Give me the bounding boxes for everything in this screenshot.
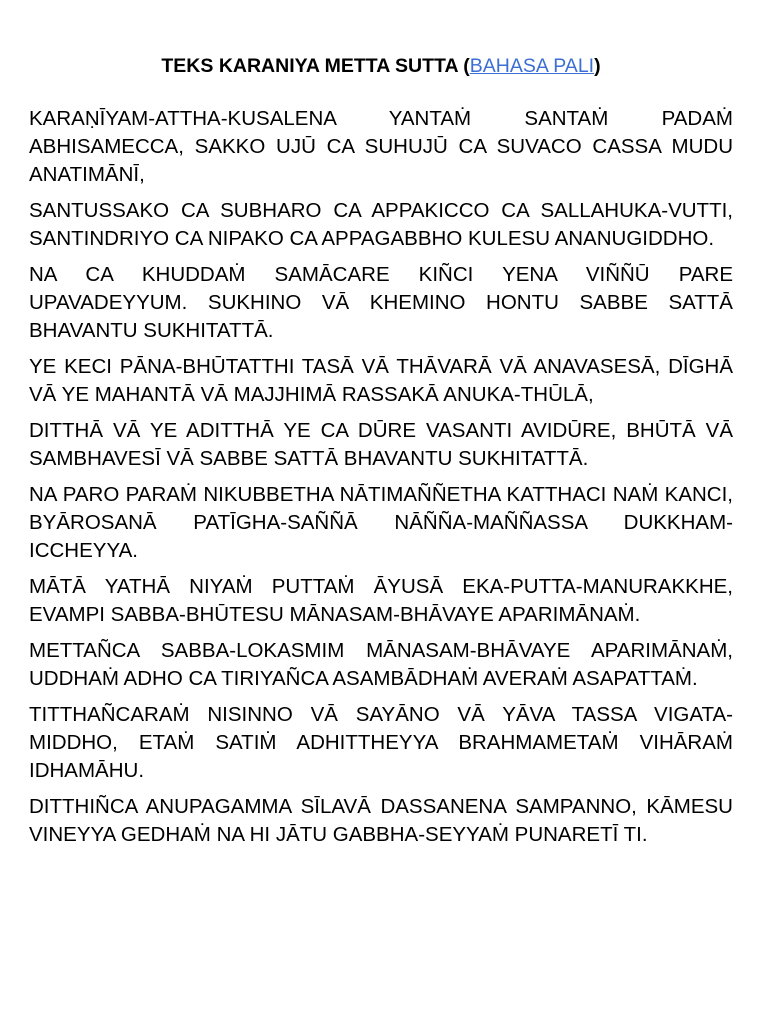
verse-paragraph: METTAÑCA SABBA-LOKASMIM MĀNASAM-BHĀVAYE APARIMĀNAṀ, UDDHAṀ ADHO CA TIRIYAÑCA ASAMBĀDHAṀ AVERAṀ ASAPATTAṀ. [29,639,733,690]
title-open-paren: ( [463,55,470,77]
verse-paragraph: MĀTĀ YATHĀ NIYAṀ PUTTAṀ ĀYUSĀ EKA-PUTTA-MANURAKKHE, EVAMPI SABBA-BHŪTESU MĀNASAM-BHĀVAYE APARIMĀNAṀ. [29,575,733,626]
verse-paragraph: DITTHIÑCA ANUPAGAMMA SĪLAVĀ DASSANENA SAMPANNO, KĀMESU VINEYYA GEDHAṀ NA HI JĀTU GABBHA-SEYYAṀ PUNARETĪ TI. [29,795,733,846]
verse-paragraph: NA CA KHUDDAṀ SAMĀCARE KIÑCI YENA VIÑÑŪ PARE UPAVADEYYUM. SUKHINO VĀ KHEMINO HONTU SABBE SATTĀ BHAVANTU SUKHITATTĀ. [29,263,733,342]
verse-paragraph: SANTUSSAKO CA SUBHARO CA APPAKICCO CA SALLAHUKA-VUTTI, SANTINDRIYO CA NIPAKO CA APPAGABBHO KULESU ANANUGIDDHO. [29,199,733,250]
verse-paragraph: YE KECI PĀNA-BHŪTATTHI TASĀ VĀ THĀVARĀ VĀ ANAVASESĀ, DĪGHĀ VĀ YE MAHANTĀ VĀ MAJJHIMĀ RASSAKĀ ANUKA-THŪLĀ, [29,355,733,406]
verse-paragraph: NA PARO PARAṀ NIKUBBETHA NĀTIMAÑÑETHA KATTHACI NAṀ KANCI, BYĀROSANĀ PATĪGHA-SAÑÑĀ NĀÑÑA-MAÑÑASSA DUKKHAM-ICCHEYYA. [29,483,733,562]
verse-paragraph: DITTHĀ VĀ YE ADITTHĀ YE CA DŪRE VASANTI AVIDŪRE, BHŪTĀ VĀ SAMBHAVESĪ VĀ SABBE SATTĀ BHAVANTU SUKHITATTĀ. [29,419,733,470]
verse-paragraph: TITTHAÑCARAṀ NISINNO VĀ SAYĀNO VĀ YĀVA TASSA VIGATA-MIDDHO, ETAṀ SATIṀ ADHITTHEYYA BRAHMAMETAṀ VIHĀRAṀ IDHAMĀHU. [29,703,733,782]
title-link-bahasa-pali[interactable]: BAHASA PALI [469,55,595,77]
title-main: TEKS KARANIYA METTA SUTTA [161,55,458,77]
document-page [29,0,733,857]
verse-list [29,105,733,849]
document-title [29,53,733,79]
title-close-paren: ) [594,55,601,77]
verse-paragraph: KARAṆĪYAM-ATTHA-KUSALENA YANTAṀ SANTAṀ PADAṀ ABHISAMECCA, SAKKO UJŪ CA SUHUJŪ CA SUVACO CASSA MUDU ANATIMĀNĪ, [29,107,733,186]
